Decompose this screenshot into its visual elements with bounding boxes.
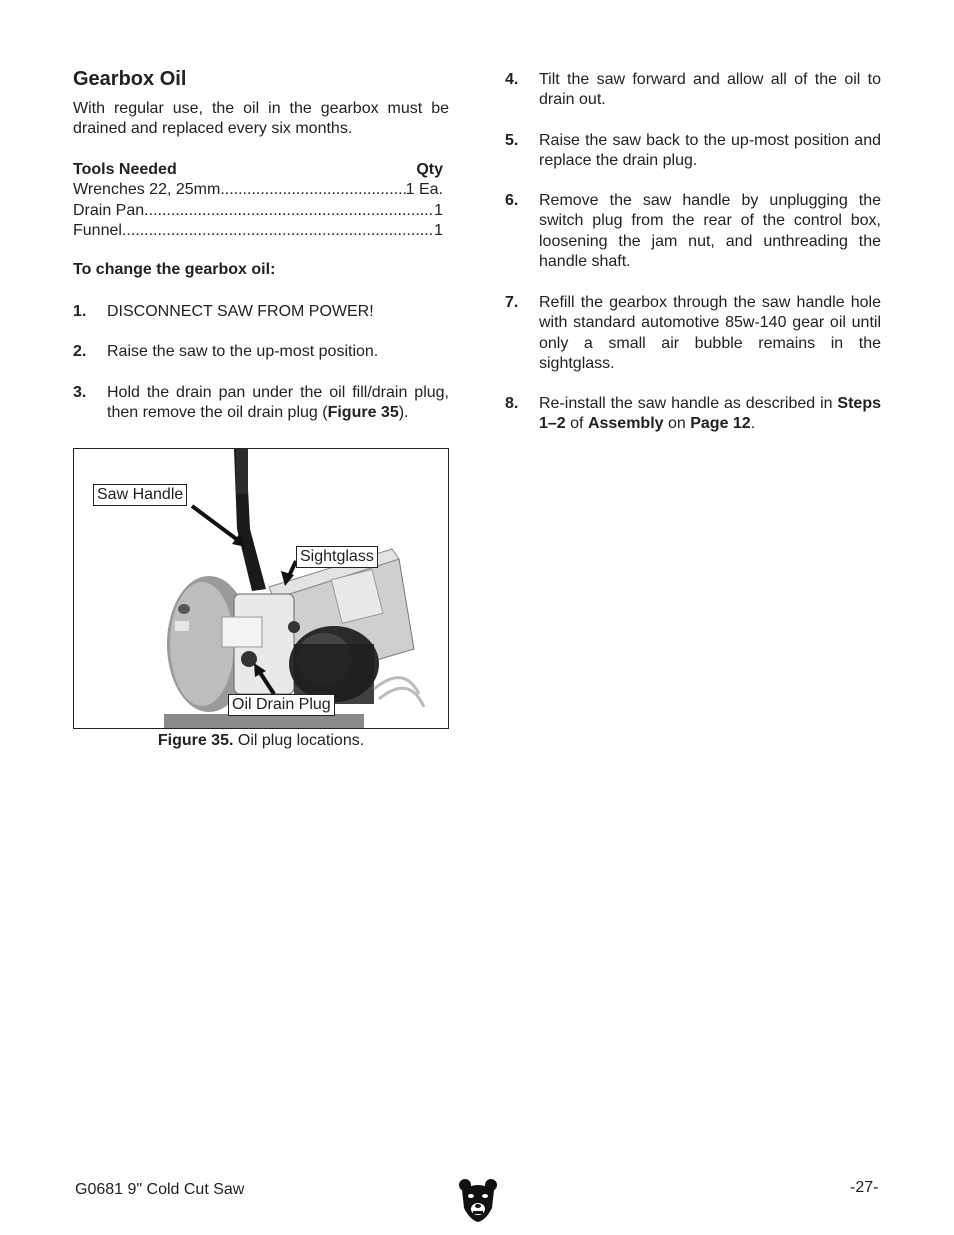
figure-reference: Figure 35 xyxy=(327,404,399,422)
tool-qty: 1 Ea. xyxy=(405,181,443,199)
step-text: Remove the saw handle by unplugging the switch plug from the rear of the control box, loosening the jam nut, and unthreading the handle shaft. xyxy=(539,192,881,270)
section-heading: Gearbox Oil xyxy=(73,68,187,90)
step-number: 2. xyxy=(73,343,87,360)
tools-header-qty: Qty xyxy=(416,161,443,178)
tool-qty: 1 xyxy=(434,201,443,219)
footer-page-number: -27- xyxy=(850,1179,879,1196)
step-item xyxy=(505,191,881,272)
tools-table xyxy=(73,160,443,241)
tool-row xyxy=(73,180,443,200)
step-number: 7. xyxy=(505,294,519,311)
step-item xyxy=(505,131,881,172)
step-number: 1. xyxy=(73,303,87,320)
step-text: Refill the gearbox through the saw handle hole with standard automotive 85w-140 gear oil until only a small air bubble remains in the sightglass. xyxy=(539,294,881,372)
callout-sightglass: Sightglass xyxy=(296,546,378,568)
intro-paragraph: With regular use, the oil in the gearbox must be drained and replaced every six months. xyxy=(73,100,449,138)
step-number: 3. xyxy=(73,384,87,401)
figure-35 xyxy=(73,448,449,729)
bear-head-icon xyxy=(458,1178,498,1222)
step-number: 6. xyxy=(505,192,519,209)
step-item xyxy=(505,293,881,374)
tools-header xyxy=(73,160,443,180)
figure-caption xyxy=(73,732,449,750)
step-number: 4. xyxy=(505,71,519,88)
tool-name: Funnel xyxy=(73,221,122,239)
tool-name: Drain Pan xyxy=(73,201,145,219)
step-number: 8. xyxy=(505,395,519,412)
step-text: Tilt the saw forward and allow all of the oil to drain out. xyxy=(539,71,881,109)
tool-row xyxy=(73,221,443,241)
step-number: 5. xyxy=(505,132,519,149)
tool-qty: 1 xyxy=(434,221,443,239)
step-item xyxy=(73,342,449,362)
footer-model-title: G0681 9" Cold Cut Saw xyxy=(75,1181,245,1198)
step-item xyxy=(505,394,881,435)
callout-saw-handle: Saw Handle xyxy=(93,484,187,506)
step-item xyxy=(505,70,881,111)
callout-oil-drain-plug: Oil Drain Plug xyxy=(228,694,335,716)
procedure-subheading: To change the gearbox oil: xyxy=(73,261,276,278)
figure-caption-label: Figure 35. xyxy=(157,732,234,749)
step-item xyxy=(73,302,449,322)
step-item xyxy=(73,383,449,424)
tool-row xyxy=(73,201,443,221)
step-text: DISCONNECT SAW FROM POWER! xyxy=(107,303,374,320)
step-text: Raise the saw to the up-most position. xyxy=(107,343,379,360)
step-text: Raise the saw back to the up-most position and replace the drain plug. xyxy=(539,132,881,170)
tools-header-label: Tools Needed xyxy=(73,161,177,178)
step-text: Re-install the saw handle as described in Steps 1–2 of Assembly on Page 12. xyxy=(539,395,881,433)
tool-name: Wrenches 22, 25mm xyxy=(73,181,221,199)
step-text: Hold the drain pan under the oil fill/drain plug, then remove the oil drain plug (Figure 35). xyxy=(107,384,449,422)
figure-caption-text: Oil plug locations. xyxy=(233,732,365,749)
